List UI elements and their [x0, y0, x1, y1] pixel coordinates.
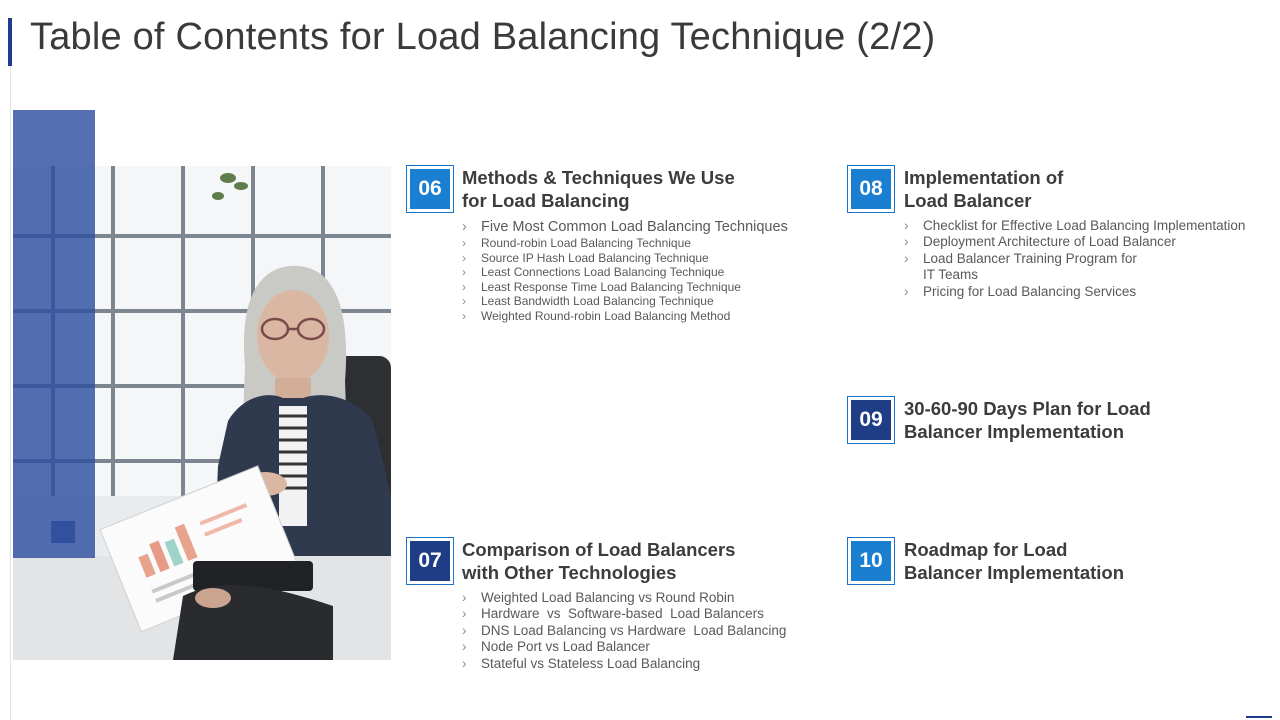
section-number-06 — [406, 165, 454, 213]
section-title-08 — [904, 166, 1063, 212]
list-item: › Pricing for Load Balancing Services — [904, 283, 1137, 299]
list-item: › Round-robin Load Balancing Technique — [462, 236, 691, 250]
list-item: › Stateful vs Stateless Load Balancing — [462, 655, 701, 671]
section-title-line: Roadmap for Load — [904, 539, 1068, 560]
section-title-06 — [462, 166, 735, 212]
list-item: › Checklist for Effective Load Balancing Implementation — [904, 218, 1246, 233]
section-number-badge: 07 — [410, 541, 450, 581]
list-item: › Five Most Common Load Balancing Techniques — [462, 219, 788, 235]
section-title-07 — [462, 538, 735, 584]
section-title-09 — [904, 397, 1151, 443]
section-title-line: Methods & Techniques We Use — [462, 167, 735, 188]
title-accent-bar — [8, 18, 12, 66]
list-item: › Node Port vs Load Balancer — [462, 639, 650, 655]
section-title-line: Load Balancer — [904, 190, 1032, 211]
section-08-list — [904, 218, 1245, 300]
list-item: › Least Response Time Load Balancing Technique — [462, 279, 741, 294]
list-item: › Least Connections Load Balancing Technique — [462, 265, 725, 279]
section-title-line: Balancer Implementation — [904, 562, 1125, 583]
section-07-list — [462, 590, 786, 672]
section-number-badge: 10 — [851, 541, 891, 581]
section-title-line: 30-60-90 Days Plan for Load — [904, 398, 1151, 419]
corner-accent — [1246, 716, 1272, 718]
section-title-line: with Other Technologies — [462, 562, 677, 583]
left-divider — [10, 66, 11, 720]
section-title-line: for Load Balancing — [462, 190, 630, 211]
section-number-10 — [847, 537, 895, 585]
list-item: › Source IP Hash Load Balancing Technique — [462, 250, 709, 265]
list-item: › Load Balancer Training Program for — [904, 250, 1137, 266]
section-number-badge: 06 — [410, 169, 450, 209]
section-title-10 — [904, 538, 1124, 584]
list-item: › Weighted Round-robin Load Balancing Method — [462, 308, 731, 323]
section-title-line: Implementation of — [904, 167, 1064, 188]
list-item: › Weighted Load Balancing vs Round Robin — [462, 590, 735, 605]
section-number-08 — [847, 165, 895, 213]
section-number-07 — [406, 537, 454, 585]
section-number-09 — [847, 396, 895, 444]
list-item: › DNS Load Balancing vs Hardware Load Balancing — [462, 622, 787, 638]
page-title: Table of Contents for Load Balancing Technique (2/2) — [30, 16, 936, 58]
section-title-line: Comparison of Load Balancers — [462, 539, 736, 560]
list-item-continuation: IT Teams — [923, 267, 979, 283]
section-number-badge: 09 — [851, 400, 891, 440]
accent-block — [13, 110, 95, 558]
list-item: › Hardware vs Software-based Load Balancers — [462, 606, 764, 622]
section-title-line: Balancer Implementation — [904, 421, 1125, 442]
section-06-list — [462, 218, 788, 323]
section-number-badge: 08 — [851, 169, 891, 209]
list-item: › Deployment Architecture of Load Balancer — [904, 234, 1176, 250]
list-item: › Least Bandwidth Load Balancing Technique — [462, 294, 714, 308]
